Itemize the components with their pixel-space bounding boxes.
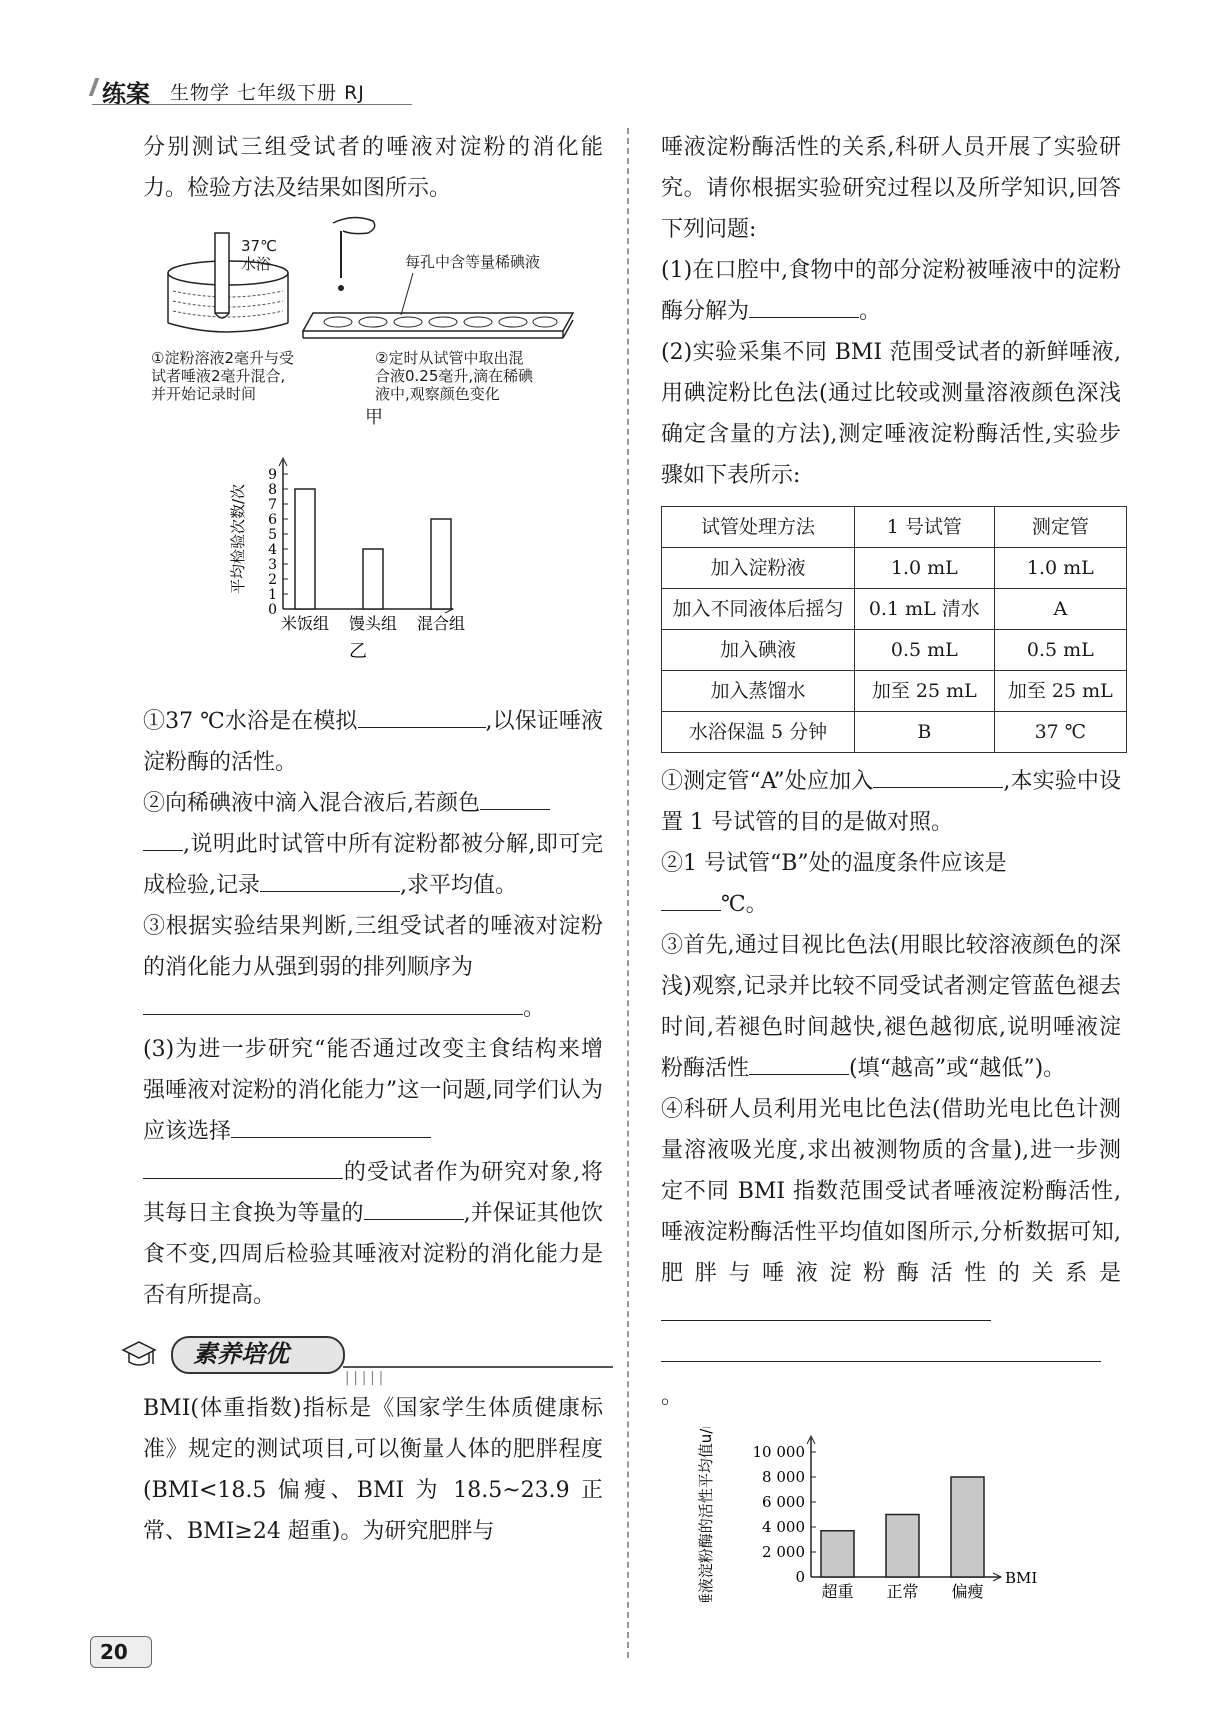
question-a2-tail: ℃。 <box>721 892 768 917</box>
question-1-text: ①37 ℃水浴是在模拟 <box>143 709 358 734</box>
table-row <box>662 507 1127 548</box>
page-number: 20 <box>100 1640 128 1664</box>
table-row <box>662 630 1127 671</box>
y-tick-label: 6 <box>268 512 277 528</box>
step1-line2: 试者唾液2毫升混合, <box>151 367 286 385</box>
x-axis-label: BMI <box>1005 1569 1038 1587</box>
y-tick-label: 2 000 <box>762 1543 805 1561</box>
y-tick-label: 0 <box>268 602 277 618</box>
question-a4 <box>661 1089 1121 1417</box>
y-tick-label: 10 000 <box>752 1443 805 1461</box>
part-1-text: (1)在口腔中,食物中的部分淀粉被唾液中的淀粉酶分解为 <box>661 258 1121 324</box>
table-cell: 1.0 mL <box>994 548 1126 589</box>
table-row <box>662 589 1127 630</box>
table-cell: 加至 25 mL <box>855 671 995 712</box>
table-cell: 0.1 mL 清水 <box>855 589 995 630</box>
bmi-intro: BMI(体重指数)指标是《国家学生体质健康标准》规定的测试项目,可以衡量人体的肥胖程度(BMI<18.5 偏瘦、BMI 为 18.5~23.9 正常、BMI≥24 超重)。为研究肥胖与 <box>143 1396 603 1544</box>
chart-bmi <box>661 1427 1121 1602</box>
y-tick-label: 6 000 <box>762 1493 805 1511</box>
table-row <box>662 712 1127 753</box>
column-divider <box>627 128 629 1658</box>
question-2 <box>143 783 603 906</box>
y-axis-label: 唾液淀粉酶的活性平均值u/mL <box>697 1427 715 1602</box>
answer-blank-10a[interactable] <box>661 1296 991 1321</box>
table-cell: 加入淀粉液 <box>662 548 855 589</box>
part-3-text-c: ,并保证其他饮食不变,四周后检验其唾液对淀粉的消化能力是否有所提高。 <box>143 1201 603 1308</box>
table-cell: 测定管 <box>994 507 1126 548</box>
answer-blank-9[interactable] <box>749 1050 849 1075</box>
continuation-text: 唾液淀粉酶活性的关系,科研人员开展了实验研究。请你根据实验研究过程以及所学知识,回答下列问题: <box>661 135 1121 242</box>
figure-yi <box>143 449 603 689</box>
bar <box>886 1515 919 1578</box>
page-header <box>92 70 1142 108</box>
x-tick-label: 馒头组 <box>348 614 398 633</box>
figure-jia-caption: 甲 <box>365 407 383 428</box>
header-rule <box>92 104 412 105</box>
question-1 <box>143 701 603 783</box>
table-cell: A <box>994 589 1126 630</box>
bath-temp-label: 37℃ <box>241 237 277 255</box>
question-a1-tail: ,本实验中设置 1 号试管的目的是做对照。 <box>661 769 1121 835</box>
graduation-cap-icon <box>119 1334 159 1374</box>
answer-blank-5[interactable] <box>364 1195 464 1220</box>
part-3-text-b: 的受试者作为研究对象,将其每日主食换为等量的 <box>143 1160 603 1226</box>
answer-blank-3[interactable] <box>143 990 523 1015</box>
answer-blank-6[interactable] <box>749 293 859 318</box>
step2-line1: ②定时从试管中取出混 <box>375 349 524 367</box>
table-cell: 0.5 mL <box>994 630 1126 671</box>
question-3-end: 。 <box>523 996 546 1021</box>
question-2-text-b: ,说明此时试管中所有淀粉都被分解,即可完成检验,记录 <box>143 832 603 898</box>
bar <box>431 519 451 609</box>
question-a1 <box>661 761 1121 843</box>
y-tick-label: 7 <box>268 497 277 513</box>
y-tick-label: 9 <box>268 467 277 483</box>
y-tick-label: 8 <box>268 482 277 498</box>
part-1-end: 。 <box>859 299 882 324</box>
chart-yi <box>143 449 603 689</box>
y-tick-label: 5 <box>268 527 277 543</box>
question-a3 <box>661 925 1121 1089</box>
step2-line3: 液中,观察颜色变化 <box>375 385 500 403</box>
question-2-text-c: ,求平均值。 <box>400 873 517 898</box>
part-3 <box>143 1029 603 1316</box>
bath-label: 水浴 <box>241 255 272 273</box>
question-3-text: ③根据实验结果判断,三组受试者的唾液对淀粉的消化能力从强到弱的排列顺序为 <box>143 914 603 980</box>
question-a3-tail: (填“越高”或“越低”)。 <box>849 1056 1066 1081</box>
table-cell: 加入碘液 <box>662 630 855 671</box>
y-tick-label: 4 000 <box>762 1518 805 1536</box>
x-tick-label: 混合组 <box>416 614 466 633</box>
x-tick-label: 正常 <box>886 1582 919 1601</box>
question-a3-text: ③首先,通过目视比色法(用眼比较溶液颜色的深浅)观察,记录并比较不同受试者测定管蓝色褪去时间,若褪色时间越快,褪色越彻底,说明唾液淀粉酶活性 <box>661 933 1121 1081</box>
question-a4-text: ④科研人员利用光电比色法(借助光电比色计测量溶液吸光度,求出被测物质的含量),进一步测定不同 BMI 指数范围受试者唾液淀粉酶活性,唾液淀粉酶活性平均值如图所示,分析数据可知,肥胖与唾液淀粉酶活性的关系是 <box>661 1097 1121 1286</box>
table-cell: 加入不同液体后摇匀 <box>662 589 855 630</box>
y-tick-label: 2 <box>268 572 277 588</box>
chart-caption: 乙 <box>349 641 367 662</box>
table-cell: 试管处理方法 <box>662 507 855 548</box>
y-tick-label: 4 <box>268 542 277 558</box>
experiment-table <box>661 506 1127 753</box>
part-2: (2)实验采集不同 BMI 范围受试者的新鲜唾液,用碘淀粉比色法(通过比较或测量溶液颜色深浅确定含量的方法),测定唾液淀粉酶活性,实验步骤如下表所示: <box>661 340 1121 488</box>
banner-title: 素养培优 <box>193 1340 289 1368</box>
y-tick-label: 3 <box>268 557 277 573</box>
banner-stripes: ||||| <box>343 1370 386 1386</box>
question-a2-text: ②1 号试管“B”处的温度条件应该是 <box>661 851 1007 876</box>
table-cell: 0.5 mL <box>855 630 995 671</box>
table-cell: 1 号试管 <box>855 507 995 548</box>
section-banner <box>143 1326 603 1386</box>
step1-line1: ①淀粉溶液2毫升与受 <box>151 349 294 367</box>
question-2-text-a: ②向稀碘液中滴入混合液后,若颜色 <box>143 791 480 816</box>
intro-text: 分别测试三组受试者的唾液对淀粉的消化能力。检验方法及结果如图所示。 <box>143 135 603 201</box>
figure-bmi <box>661 1427 1121 1602</box>
y-tick-label: 0 <box>795 1568 805 1586</box>
y-axis-label: 平均检验次数/次 <box>229 483 247 595</box>
header-subtitle: 生物学 七年级下册 RJ <box>170 82 365 104</box>
question-1-tail: ,以保证唾液淀粉酶的活性。 <box>143 709 603 775</box>
brand-logo: 练案 <box>102 80 150 108</box>
banner-rule <box>343 1366 613 1368</box>
table-cell: 1.0 mL <box>855 548 995 589</box>
y-tick-label: 1 <box>268 587 277 603</box>
question-3 <box>143 906 603 1029</box>
table-cell: 加至 25 mL <box>994 671 1126 712</box>
step2-line2: 合液0.25毫升,滴在稀碘 <box>375 367 534 385</box>
answer-blank-2a[interactable] <box>480 785 550 810</box>
question-a4-end: 。 <box>661 1384 684 1409</box>
answer-blank-10b[interactable] <box>661 1337 1101 1362</box>
table-cell: 水浴保温 5 分钟 <box>662 712 855 753</box>
answer-blank-4a[interactable] <box>231 1113 431 1138</box>
right-column <box>661 127 1121 1602</box>
plate-label: 每孔中含等量稀碘液 <box>405 253 541 271</box>
answer-blank-8[interactable] <box>661 886 721 911</box>
table-cell: 37 ℃ <box>994 712 1126 753</box>
bar <box>821 1531 854 1577</box>
x-tick-label: 米饭组 <box>280 614 330 633</box>
table-row <box>662 548 1127 589</box>
left-column <box>143 127 603 1552</box>
y-tick-label: 8 000 <box>762 1468 805 1486</box>
table-cell: B <box>855 712 995 753</box>
part-3-text-a: (3)为进一步研究“能否通过改变主食结构来增强唾液对淀粉的消化能力”这一问题,同学们认为应该选择 <box>143 1037 603 1144</box>
step1-line3: 并开始记录时间 <box>151 385 257 403</box>
answer-blank-7[interactable] <box>873 763 1003 788</box>
bar <box>295 489 315 609</box>
table-cell: 加入蒸馏水 <box>662 671 855 712</box>
question-a2 <box>661 843 1121 925</box>
answer-blank-1[interactable] <box>358 703 486 728</box>
part-1 <box>661 250 1121 332</box>
bar <box>951 1477 984 1577</box>
question-a1-text: ①测定管“A”处应加入 <box>661 769 874 794</box>
answer-blank-4b[interactable] <box>143 1154 343 1179</box>
x-tick-label: 超重 <box>821 1582 854 1601</box>
bar <box>363 549 383 609</box>
answer-blank-2b[interactable] <box>143 826 183 851</box>
x-tick-label: 偏瘦 <box>951 1582 984 1601</box>
answer-blank-2c[interactable] <box>260 867 400 892</box>
table-row <box>662 671 1127 712</box>
